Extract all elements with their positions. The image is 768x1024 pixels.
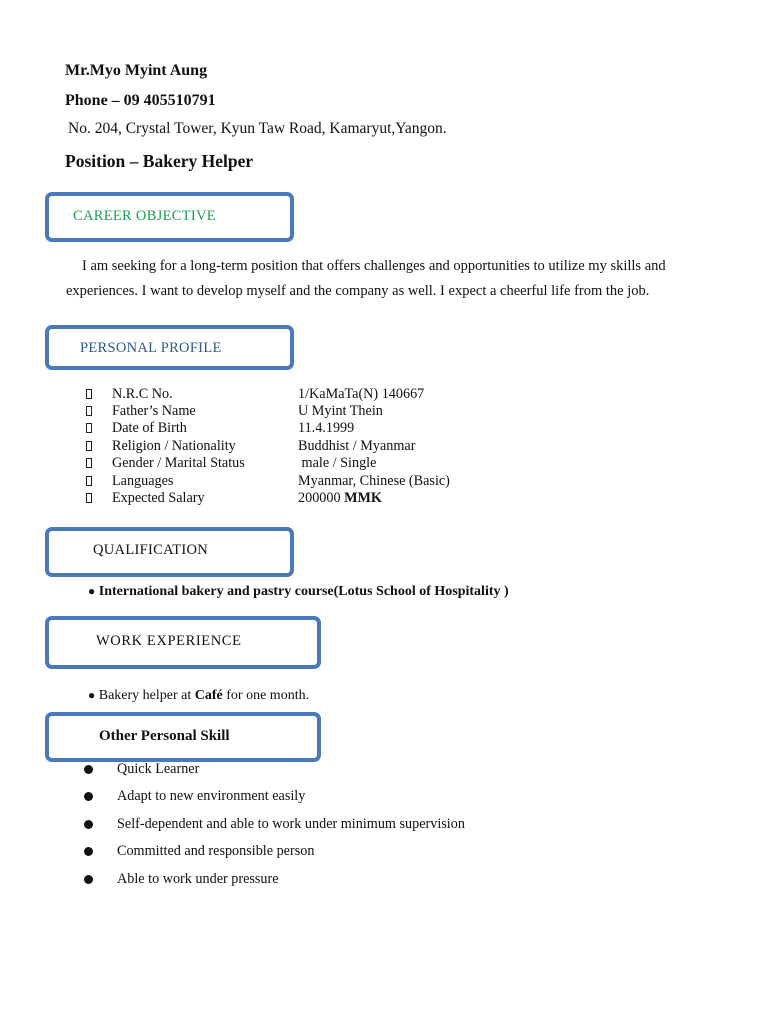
career-objective-line-1: I am seeking for a long-term position that offers challenges and opportunities to utilize my skills and	[82, 258, 666, 274]
applicant-name: Mr.Myo Myint Aung	[65, 62, 208, 79]
profile-value: 1/KaMaTa(N) 140667	[298, 386, 425, 402]
qualification-heading: QUALIFICATION	[93, 542, 209, 558]
address: No. 204, Crystal Tower, Kyun Taw Road, Kamaryut,Yangon.	[68, 120, 447, 137]
skill-text: Adapt to new environment easily	[117, 788, 306, 804]
profile-value: U Myint Thein	[298, 403, 383, 419]
bullet-box-icon	[86, 406, 92, 416]
bullet-box-icon	[86, 423, 92, 433]
profile-value: 11.4.1999	[298, 420, 355, 436]
salary-currency: MMK	[344, 490, 382, 506]
bullet-box-icon	[86, 441, 92, 451]
qualification-text: International bakery and pastry course(Lotus School of Hospitality )	[98, 584, 509, 599]
skill-text: Committed and responsible person	[117, 843, 315, 859]
profile-label: Gender / Marital Status	[112, 455, 245, 471]
position-title: Position – Bakery Helper	[65, 151, 254, 171]
bullet-dot-icon: ●	[88, 584, 96, 598]
profile-value: male / Single	[298, 455, 377, 471]
profile-label: N.R.C No.	[112, 386, 173, 402]
work-experience-item	[88, 688, 309, 704]
bullet-box-icon	[86, 458, 92, 468]
phone-number: Phone – 09 405510791	[65, 92, 216, 109]
work-experience-heading: WORK EXPERIENCE	[96, 633, 242, 649]
bullet-dot-icon	[84, 820, 93, 829]
bullet-dot-icon	[84, 765, 93, 774]
career-objective-heading: CAREER OBJECTIVE	[73, 208, 216, 224]
bullet-dot-icon	[84, 875, 93, 884]
personal-profile-heading: PERSONAL PROFILE	[80, 340, 222, 356]
profile-label: Languages	[112, 473, 174, 489]
work-text-after: for one month.	[222, 688, 310, 703]
profile-label: Date of Birth	[112, 420, 187, 436]
skill-text: Self-dependent and able to work under minimum supervision	[117, 816, 465, 832]
bullet-box-icon	[86, 493, 92, 503]
skill-text: Quick Learner	[117, 761, 200, 777]
bullet-dot-icon	[84, 847, 93, 856]
bullet-box-icon	[86, 476, 92, 486]
work-text-bold: Café	[194, 688, 223, 703]
profile-value	[298, 490, 382, 507]
profile-value: Buddhist / Myanmar	[298, 438, 416, 454]
work-text-before: Bakery helper at	[95, 688, 195, 703]
bullet-dot-icon: ●	[88, 688, 96, 702]
profile-label: Religion / Nationality	[112, 438, 236, 454]
bullet-box-icon	[86, 389, 92, 399]
profile-value: Myanmar, Chinese (Basic)	[298, 473, 450, 489]
salary-amount: 200000	[298, 490, 345, 506]
profile-label: Expected Salary	[112, 490, 205, 506]
skill-text: Able to work under pressure	[117, 871, 279, 887]
profile-label: Father’s Name	[112, 403, 196, 419]
career-objective-line-2: experiences. I want to develop myself and the company as well. I expect a cheerful life from the job.	[66, 283, 650, 299]
other-skills-heading: Other Personal Skill	[99, 728, 230, 744]
qualification-item	[88, 584, 509, 600]
bullet-dot-icon	[84, 792, 93, 801]
